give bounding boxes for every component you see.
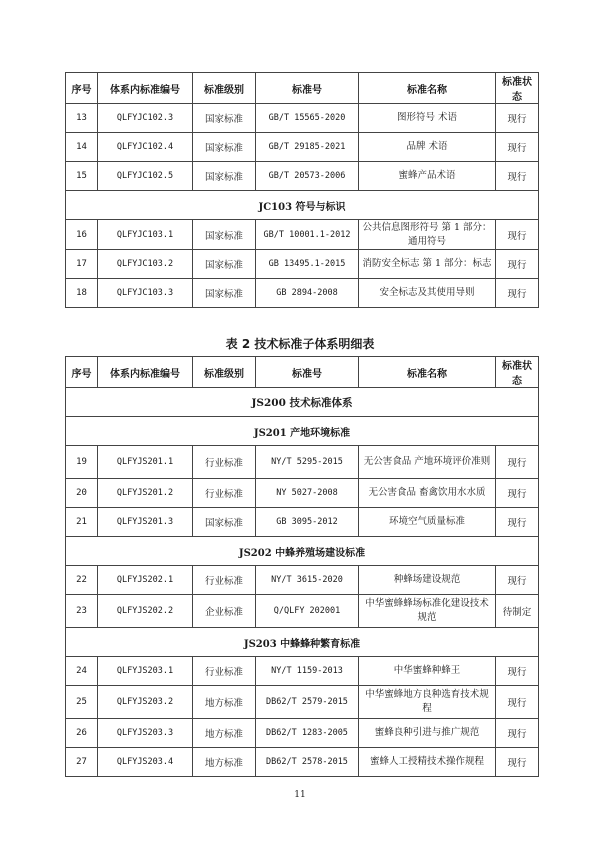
cell-no: 18 [66,279,98,308]
header-code: 体系内标准编号 [98,357,193,388]
section-row [66,537,539,566]
cell-level: 行业标准 [193,479,256,508]
cell-status: 待制定 [496,595,539,628]
cell-no: 24 [66,657,98,686]
cell-code: QLFYJS203.4 [98,748,193,777]
cell-no: 21 [66,508,98,537]
cell-no: 14 [66,133,98,162]
cell-level: 国家标准 [193,279,256,308]
cell-name: 蜜蜂良种引进与推广规范 [359,719,496,748]
table-row [66,279,539,308]
table-row [66,250,539,279]
header-name: 标准名称 [359,357,496,388]
table-row [66,162,539,191]
cell-status: 现行 [496,104,539,133]
table-row [66,133,539,162]
cell-name: 中华蜜蜂地方良种选育技术规程 [359,686,496,719]
cell-status: 现行 [496,719,539,748]
cell-code: QLFYJS201.2 [98,479,193,508]
table-header-row [66,73,539,104]
cell-code: QLFYJC103.2 [98,250,193,279]
cell-std: NY/T 1159-2013 [256,657,359,686]
header-level: 标准级别 [193,357,256,388]
cell-status: 现行 [496,686,539,719]
cell-level: 国家标准 [193,508,256,537]
cell-code: QLFYJC102.4 [98,133,193,162]
cell-std: GB/T 15565-2020 [256,104,359,133]
cell-std: DB62/T 2578-2015 [256,748,359,777]
header-name: 标准名称 [359,73,496,104]
table-row [66,719,539,748]
header-level: 标准级别 [193,73,256,104]
cell-code: QLFYJS201.3 [98,508,193,537]
standards-table-2 [65,356,539,777]
cell-no: 23 [66,595,98,628]
section-label: JS202 中蜂养殖场建设标准 [66,537,539,566]
cell-no: 19 [66,446,98,479]
cell-status: 现行 [496,446,539,479]
table-row [66,657,539,686]
cell-name: 蜜蜂产品术语 [359,162,496,191]
cell-no: 13 [66,104,98,133]
cell-code: QLFYJC102.5 [98,162,193,191]
cell-name: 中华蜜蜂种蜂王 [359,657,496,686]
cell-status: 现行 [496,748,539,777]
cell-std: NY 5027-2008 [256,479,359,508]
cell-code: QLFYJC103.3 [98,279,193,308]
cell-status: 现行 [496,220,539,250]
cell-code: QLFYJS201.1 [98,446,193,479]
cell-status: 现行 [496,479,539,508]
cell-code: QLFYJS203.1 [98,657,193,686]
cell-std: DB62/T 2579-2015 [256,686,359,719]
cell-name: 无公害食品 产地环境评价准则 [359,446,496,479]
cell-code: QLFYJS203.2 [98,686,193,719]
cell-std: Q/QLFY 202001 [256,595,359,628]
cell-name: 种蜂场建设规范 [359,566,496,595]
cell-status: 现行 [496,657,539,686]
cell-level: 国家标准 [193,250,256,279]
table-row [66,104,539,133]
cell-level: 地方标准 [193,748,256,777]
cell-code: QLFYJS203.3 [98,719,193,748]
table-row [66,220,539,250]
cell-status: 现行 [496,566,539,595]
header-status: 标准状态 [496,73,539,104]
cell-std: GB/T 20573-2006 [256,162,359,191]
header-no: 序号 [66,73,98,104]
section-label: JC103 符号与标识 [66,191,539,220]
cell-level: 国家标准 [193,220,256,250]
cell-std: GB 13495.1-2015 [256,250,359,279]
cell-status: 现行 [496,250,539,279]
cell-name: 消防安全标志 第 1 部分：标志 [359,250,496,279]
cell-status: 现行 [496,162,539,191]
table-row [66,566,539,595]
table-row [66,508,539,537]
cell-name: 无公害食品 畜禽饮用水水质 [359,479,496,508]
header-std: 标准号 [256,73,359,104]
system-label: JS200 技术标准体系 [66,388,539,417]
cell-level: 行业标准 [193,657,256,686]
standards-table-1 [65,72,539,308]
table-row [66,446,539,479]
cell-no: 27 [66,748,98,777]
cell-level: 国家标准 [193,162,256,191]
table-row [66,748,539,777]
table-row [66,595,539,628]
header-code: 体系内标准编号 [98,73,193,104]
cell-name: 图形符号 术语 [359,104,496,133]
cell-name: 安全标志及其使用导则 [359,279,496,308]
cell-std: DB62/T 1283-2005 [256,719,359,748]
cell-std: NY/T 3615-2020 [256,566,359,595]
cell-std: GB 2894-2008 [256,279,359,308]
section-row [66,191,539,220]
cell-name: 中华蜜蜂蜂场标准化建设技术规范 [359,595,496,628]
cell-no: 15 [66,162,98,191]
cell-level: 地方标准 [193,686,256,719]
cell-no: 17 [66,250,98,279]
cell-name: 公共信息图形符号 第 1 部分：通用符号 [359,220,496,250]
header-std: 标准号 [256,357,359,388]
cell-status: 现行 [496,508,539,537]
table-2-title: 表 2 技术标准子体系明细表 [225,337,375,351]
section-label: JS201 产地环境标准 [66,417,539,446]
cell-level: 行业标准 [193,446,256,479]
cell-level: 国家标准 [193,133,256,162]
cell-std: GB 3095-2012 [256,508,359,537]
system-row [66,388,539,417]
cell-std: GB/T 10001.1-2012 [256,220,359,250]
section-row [66,417,539,446]
cell-level: 地方标准 [193,719,256,748]
section-row [66,628,539,657]
cell-level: 企业标准 [193,595,256,628]
cell-status: 现行 [496,279,539,308]
cell-name: 环境空气质量标准 [359,508,496,537]
table-header-row [66,357,539,388]
cell-code: QLFYJS202.2 [98,595,193,628]
cell-code: QLFYJS202.1 [98,566,193,595]
page-number: 11 [294,790,306,800]
cell-no: 26 [66,719,98,748]
cell-no: 20 [66,479,98,508]
section-label: JS203 中蜂蜂种繁育标准 [66,628,539,657]
cell-no: 16 [66,220,98,250]
cell-code: QLFYJC102.3 [98,104,193,133]
cell-std: GB/T 29185-2021 [256,133,359,162]
header-status: 标准状态 [496,357,539,388]
table-row [66,686,539,719]
cell-std: NY/T 5295-2015 [256,446,359,479]
table-row [66,479,539,508]
cell-no: 22 [66,566,98,595]
cell-name: 品牌 术语 [359,133,496,162]
cell-code: QLFYJC103.1 [98,220,193,250]
cell-no: 25 [66,686,98,719]
cell-name: 蜜蜂人工授精技术操作规程 [359,748,496,777]
header-no: 序号 [66,357,98,388]
cell-status: 现行 [496,133,539,162]
cell-level: 国家标准 [193,104,256,133]
cell-level: 行业标准 [193,566,256,595]
